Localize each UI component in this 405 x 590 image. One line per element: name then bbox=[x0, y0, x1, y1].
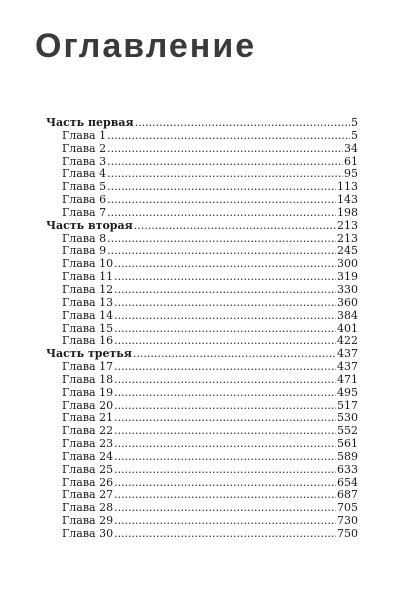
dot-leader bbox=[114, 451, 336, 464]
toc-page-number: 750 bbox=[337, 527, 358, 540]
dot-leader bbox=[114, 489, 336, 502]
toc-page-number: 245 bbox=[337, 244, 358, 258]
dot-leader bbox=[114, 335, 336, 348]
toc-entry-label: Глава 19 bbox=[62, 385, 114, 399]
toc-entry-label: Глава 30 bbox=[62, 527, 114, 540]
toc-entry-label: Глава 1 bbox=[62, 128, 107, 142]
toc-page-number: 198 bbox=[337, 205, 358, 219]
toc-entry-label: Глава 26 bbox=[62, 475, 114, 489]
toc-chapter-entry bbox=[46, 387, 358, 400]
toc-chapter-entry bbox=[46, 297, 358, 310]
toc-chapter-entry bbox=[46, 374, 358, 387]
toc-page-number: 360 bbox=[337, 295, 358, 309]
toc-entry-label: Глава 22 bbox=[62, 424, 114, 438]
toc-page-number: 61 bbox=[344, 154, 358, 168]
toc-page-number: 705 bbox=[337, 501, 358, 515]
dot-leader bbox=[114, 284, 336, 297]
toc-page-number: 213 bbox=[337, 231, 358, 245]
dot-leader bbox=[107, 143, 343, 156]
dot-leader bbox=[114, 387, 336, 400]
toc-page-number: 384 bbox=[337, 308, 358, 322]
toc-entry-label: Глава 17 bbox=[62, 360, 114, 374]
toc-chapter-entry bbox=[46, 361, 358, 374]
toc-chapter-entry bbox=[46, 207, 358, 220]
dot-leader bbox=[133, 348, 336, 361]
toc-chapter-entry bbox=[46, 143, 358, 156]
dot-leader bbox=[114, 361, 336, 374]
dot-leader bbox=[114, 477, 336, 490]
toc-entry-label: Часть третья bbox=[46, 347, 132, 361]
toc-entry-label: Глава 5 bbox=[62, 180, 107, 194]
dot-leader bbox=[135, 117, 350, 130]
dot-leader bbox=[114, 297, 336, 310]
toc-page-number: 561 bbox=[337, 437, 358, 451]
toc-entry-label: Глава 7 bbox=[62, 205, 107, 219]
toc-entry-label: Глава 10 bbox=[62, 257, 114, 271]
toc-entry-label: Часть вторая bbox=[46, 218, 133, 232]
toc-entry-label: Глава 21 bbox=[62, 411, 114, 425]
toc-entry-label: Глава 23 bbox=[62, 437, 114, 451]
toc-chapter-entry bbox=[46, 438, 358, 451]
dot-leader bbox=[107, 194, 336, 207]
toc-page-number: 300 bbox=[337, 257, 358, 271]
dot-leader bbox=[107, 181, 336, 194]
dot-leader bbox=[107, 168, 343, 181]
toc-entry-label: Глава 24 bbox=[62, 449, 114, 463]
dot-leader bbox=[114, 528, 336, 541]
dot-leader bbox=[107, 233, 336, 246]
toc-page-number: 401 bbox=[337, 321, 358, 335]
toc-entry-label: Глава 25 bbox=[62, 462, 114, 476]
toc-chapter-entry bbox=[46, 528, 358, 541]
toc-page-number: 5 bbox=[351, 128, 358, 142]
toc-entry-label: Глава 2 bbox=[62, 141, 107, 155]
toc-entry-label: Глава 20 bbox=[62, 398, 114, 412]
dot-leader bbox=[107, 156, 343, 169]
toc-page-number: 687 bbox=[337, 488, 358, 502]
dot-leader bbox=[114, 323, 336, 336]
toc-part-entry bbox=[46, 220, 358, 233]
dot-leader bbox=[107, 207, 336, 220]
dot-leader bbox=[107, 245, 336, 258]
toc-entry-label: Глава 14 bbox=[62, 308, 114, 322]
toc-chapter-entry bbox=[46, 310, 358, 323]
toc-entry-label: Глава 13 bbox=[62, 295, 114, 309]
toc-page-number: 437 bbox=[337, 360, 358, 374]
dot-leader bbox=[114, 400, 336, 413]
toc-page-number: 730 bbox=[337, 514, 358, 528]
toc-page-number: 552 bbox=[337, 424, 358, 438]
toc-page-number: 437 bbox=[337, 347, 358, 361]
toc-chapter-entry bbox=[46, 284, 358, 297]
toc-entry-label: Глава 9 bbox=[62, 244, 107, 258]
toc-page-number: 422 bbox=[337, 334, 358, 348]
toc-page-number: 330 bbox=[337, 282, 358, 296]
toc-entry-label: Глава 4 bbox=[62, 167, 107, 181]
dot-leader bbox=[114, 374, 336, 387]
toc-entry-label: Глава 15 bbox=[62, 321, 114, 335]
toc-entry-label: Глава 11 bbox=[62, 270, 114, 284]
dot-leader bbox=[134, 220, 336, 233]
toc-page-number: 589 bbox=[337, 449, 358, 463]
toc-page-number: 471 bbox=[337, 372, 358, 386]
toc-chapter-entry bbox=[46, 194, 358, 207]
toc-page-number: 143 bbox=[337, 193, 358, 207]
dot-leader bbox=[114, 438, 336, 451]
toc-chapter-entry bbox=[46, 130, 358, 143]
table-of-contents bbox=[46, 117, 358, 541]
dot-leader bbox=[114, 258, 336, 271]
toc-entry-label: Глава 8 bbox=[62, 231, 107, 245]
dot-leader bbox=[114, 310, 336, 323]
toc-page-number: 34 bbox=[344, 141, 358, 155]
dot-leader bbox=[107, 130, 350, 143]
dot-leader bbox=[114, 271, 336, 284]
page-title: Оглавление bbox=[35, 27, 257, 65]
toc-page-number: 113 bbox=[337, 180, 358, 194]
dot-leader bbox=[114, 412, 336, 425]
toc-entry-label: Глава 16 bbox=[62, 334, 114, 348]
toc-chapter-entry bbox=[46, 451, 358, 464]
toc-page-number: 5 bbox=[351, 116, 358, 129]
toc-page-number: 95 bbox=[344, 167, 358, 181]
toc-entry-label: Глава 28 bbox=[62, 501, 114, 515]
toc-page-number: 530 bbox=[337, 411, 358, 425]
toc-page-number: 517 bbox=[337, 398, 358, 412]
dot-leader bbox=[114, 502, 336, 515]
toc-page-number: 319 bbox=[337, 270, 358, 284]
toc-entry-label: Глава 6 bbox=[62, 193, 107, 207]
toc-page-number: 495 bbox=[337, 385, 358, 399]
toc-page-number: 654 bbox=[337, 475, 358, 489]
toc-entry-label: Часть первая bbox=[46, 116, 134, 129]
dot-leader bbox=[114, 464, 336, 477]
dot-leader bbox=[114, 515, 336, 528]
toc-part-entry bbox=[46, 117, 358, 130]
toc-entry-label: Глава 3 bbox=[62, 154, 107, 168]
toc-entry-label: Глава 27 bbox=[62, 488, 114, 502]
toc-chapter-entry bbox=[46, 464, 358, 477]
dot-leader bbox=[114, 425, 336, 438]
toc-entry-label: Глава 18 bbox=[62, 372, 114, 386]
toc-entry-label: Глава 29 bbox=[62, 514, 114, 528]
toc-entry-label: Глава 12 bbox=[62, 282, 114, 296]
toc-page-number: 213 bbox=[337, 218, 358, 232]
toc-page-number: 633 bbox=[337, 462, 358, 476]
